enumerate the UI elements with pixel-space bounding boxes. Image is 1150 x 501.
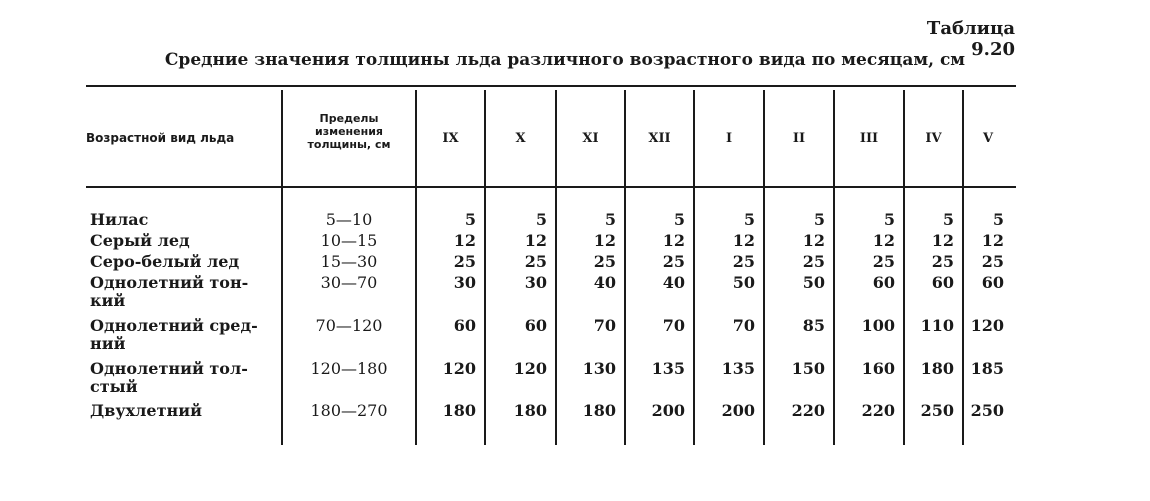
month-value-cell: 5 bbox=[883, 210, 895, 229]
month-value-cell: 160 bbox=[861, 359, 895, 378]
month-value-cell: 12 bbox=[524, 231, 547, 250]
month-value-cell: 25 bbox=[524, 252, 547, 271]
month-value-cell: 5 bbox=[604, 210, 616, 229]
month-value-cell: 60 bbox=[524, 316, 547, 335]
thickness-range-cell: 5—10 bbox=[325, 210, 373, 229]
header-thickness-range: Пределы изменения толщины, см bbox=[307, 112, 391, 151]
month-value-cell: 25 bbox=[453, 252, 476, 271]
top-rule bbox=[86, 85, 1016, 87]
header-month: V bbox=[982, 131, 994, 146]
month-value-cell: 25 bbox=[802, 252, 825, 271]
month-value-cell: 60 bbox=[981, 273, 1004, 292]
month-value-cell: 120 bbox=[442, 359, 476, 378]
month-value-cell: 25 bbox=[593, 252, 616, 271]
header-month: XI bbox=[582, 131, 599, 146]
header-month: X bbox=[515, 131, 526, 146]
thickness-range-cell: 70—120 bbox=[315, 316, 383, 335]
month-value-cell: 120 bbox=[513, 359, 547, 378]
month-value-cell: 135 bbox=[721, 359, 755, 378]
header-month: I bbox=[725, 131, 733, 146]
month-value-cell: 12 bbox=[981, 231, 1004, 250]
month-value-cell: 25 bbox=[662, 252, 685, 271]
month-value-cell: 25 bbox=[732, 252, 755, 271]
month-value-cell: 130 bbox=[582, 359, 616, 378]
month-value-cell: 50 bbox=[802, 273, 825, 292]
month-value-cell: 12 bbox=[802, 231, 825, 250]
month-value-cell: 85 bbox=[802, 316, 825, 335]
month-value-cell: 200 bbox=[651, 401, 685, 420]
month-value-cell: 12 bbox=[593, 231, 616, 250]
thickness-range-cell: 120—180 bbox=[310, 359, 388, 378]
month-value-cell: 185 bbox=[970, 359, 1004, 378]
month-value-cell: 60 bbox=[931, 273, 954, 292]
month-value-cell: 250 bbox=[920, 401, 954, 420]
ice-kind-cell: Серый лед bbox=[90, 231, 190, 250]
month-value-cell: 25 bbox=[931, 252, 954, 271]
month-value-cell: 150 bbox=[791, 359, 825, 378]
ice-kind-cell: Нилас bbox=[90, 210, 149, 229]
header-month: IV bbox=[925, 131, 942, 146]
month-value-cell: 12 bbox=[931, 231, 954, 250]
header-month: IX bbox=[442, 131, 459, 146]
month-value-cell: 5 bbox=[535, 210, 547, 229]
month-value-cell: 60 bbox=[453, 316, 476, 335]
month-value-cell: 25 bbox=[872, 252, 895, 271]
month-value-cell: 120 bbox=[970, 316, 1004, 335]
month-value-cell: 180 bbox=[582, 401, 616, 420]
ice-kind-cell: Однолетний сред- ний bbox=[90, 316, 258, 353]
month-value-cell: 135 bbox=[651, 359, 685, 378]
month-value-cell: 180 bbox=[442, 401, 476, 420]
table-number: Таблица 9.20 bbox=[926, 18, 1015, 60]
month-value-cell: 180 bbox=[513, 401, 547, 420]
header-month: III bbox=[859, 131, 879, 146]
ice-kind-cell: Однолетний тол- стый bbox=[90, 359, 248, 396]
ice-kind-cell: Однолетний тон- кий bbox=[90, 273, 249, 310]
month-value-cell: 50 bbox=[732, 273, 755, 292]
month-value-cell: 110 bbox=[920, 316, 954, 335]
month-value-cell: 5 bbox=[813, 210, 825, 229]
ice-kind-cell: Серо-белый лед bbox=[90, 252, 240, 271]
month-value-cell: 70 bbox=[732, 316, 755, 335]
thickness-range-cell: 30—70 bbox=[320, 273, 378, 292]
month-value-cell: 30 bbox=[524, 273, 547, 292]
thickness-range-cell: 15—30 bbox=[320, 252, 378, 271]
month-value-cell: 40 bbox=[593, 273, 616, 292]
month-value-cell: 5 bbox=[743, 210, 755, 229]
month-value-cell: 70 bbox=[593, 316, 616, 335]
month-value-cell: 25 bbox=[981, 252, 1004, 271]
month-value-cell: 5 bbox=[673, 210, 685, 229]
month-value-cell: 200 bbox=[721, 401, 755, 420]
table-title: Средние значения толщины льда различного возрастного вида по месяцам, см bbox=[164, 50, 966, 70]
header-rule bbox=[86, 186, 1016, 188]
month-value-cell: 12 bbox=[662, 231, 685, 250]
month-value-cell: 12 bbox=[453, 231, 476, 250]
month-value-cell: 180 bbox=[920, 359, 954, 378]
month-value-cell: 40 bbox=[662, 273, 685, 292]
thickness-range-cell: 10—15 bbox=[320, 231, 378, 250]
header-ice-kind: Возрастной вид льда bbox=[86, 131, 235, 145]
month-value-cell: 70 bbox=[662, 316, 685, 335]
month-value-cell: 5 bbox=[942, 210, 954, 229]
header-month: II bbox=[792, 131, 806, 146]
month-value-cell: 220 bbox=[861, 401, 895, 420]
month-value-cell: 12 bbox=[732, 231, 755, 250]
month-value-cell: 5 bbox=[464, 210, 476, 229]
month-value-cell: 220 bbox=[791, 401, 825, 420]
month-value-cell: 250 bbox=[970, 401, 1004, 420]
month-value-cell: 100 bbox=[861, 316, 895, 335]
ice-kind-cell: Двухлетний bbox=[90, 401, 202, 420]
thickness-range-cell: 180—270 bbox=[310, 401, 388, 420]
month-value-cell: 12 bbox=[872, 231, 895, 250]
header-month: XII bbox=[648, 131, 671, 146]
month-value-cell: 5 bbox=[992, 210, 1004, 229]
month-value-cell: 30 bbox=[453, 273, 476, 292]
month-value-cell: 60 bbox=[872, 273, 895, 292]
